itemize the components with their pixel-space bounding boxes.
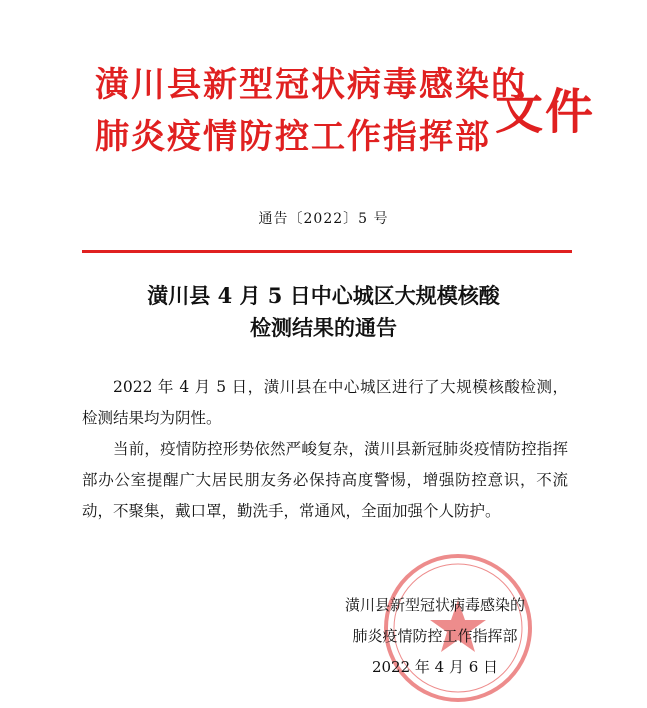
signature-org-line1: 潢川县新型冠状病毒感染的 — [344, 596, 525, 614]
header-document-label: 文件 — [495, 84, 596, 140]
notice-title — [0, 280, 647, 344]
body-paragraph-2: 当前，疫情防控形势依然严峻复杂，潢川县新冠肺炎疫情防控指挥部办公室提醒广大居民朋友务必保持高度警惕，增强防控意识，不流动，不聚集，戴口罩，勤洗手，常通风，全面加强个人防护。 — [82, 440, 568, 520]
notice-title-line1: 潢川县 4 月 5 日中心城区大规模核酸 — [147, 283, 500, 308]
signature-org-line2: 肺炎疫情防控工作指挥部 — [352, 627, 518, 645]
red-divider — [82, 250, 572, 253]
header-issuer-line1: 潢川县新型冠状病毒感染的 — [95, 65, 527, 105]
notice-body — [82, 372, 568, 527]
signature-block — [320, 590, 550, 683]
document-header — [95, 45, 596, 175]
document-number: 通告〔2022〕5 号 — [258, 211, 389, 227]
signature-date: 2022 年 4 月 6 日 — [371, 658, 499, 676]
body-paragraph-1: 2022 年 4 月 5 日，潢川县在中心城区进行了大规模核酸检测，检测结果均为阴性。 — [82, 378, 568, 427]
notice-title-line2: 检测结果的通告 — [250, 315, 397, 340]
header-issuer-line2: 肺炎疫情防控工作指挥部 — [95, 117, 491, 157]
